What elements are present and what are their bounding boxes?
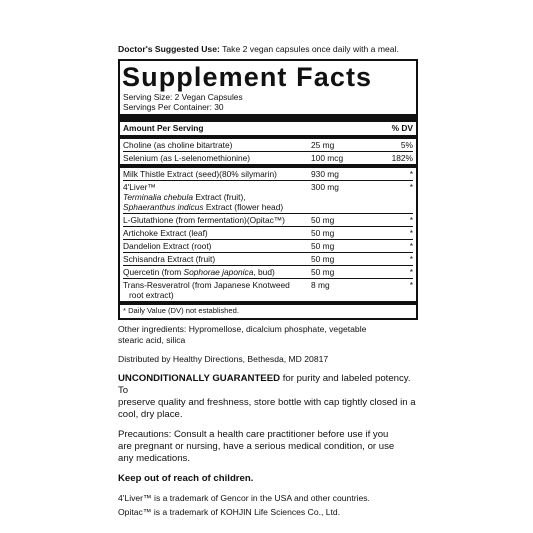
keep-out-warning: Keep out of reach of children. [118,473,254,484]
ingredient-name [123,280,307,300]
ingredient-name [123,267,307,277]
table-row [123,214,413,227]
ingredient-dv: * [409,267,413,277]
guarantee-line-2: preserve quality and freshness, store bottle with cap tightly closed in a [118,397,416,408]
header-dv: % DV [391,123,413,133]
table-row [123,168,413,181]
servings-per-container: Servings Per Container: 30 [123,102,224,112]
suggested-use [118,44,418,55]
ingredient-amount: 930 mg [311,169,339,179]
other-ingredients-line-1: Other ingredients: Hypromellose, dicalcium phosphate, vegetable [118,324,367,334]
precautions-line-3: any medications. [118,453,190,464]
nutrient-dv: 182% [391,153,413,163]
supplement-facts-panel [118,59,418,320]
ingredient-dv: * [409,182,413,192]
guarantee-rest: for purity and labeled potency. To [118,373,411,396]
suggested-use-label: Doctor's Suggested Use: [118,44,220,54]
resveratrol-line-1: Trans-Resveratrol (from Japanese Knotweed [123,280,290,290]
table-row [123,181,413,214]
table-row [123,253,413,266]
ingredient-amount: 50 mg [311,228,335,238]
ingredient-name [123,182,307,212]
liver-sub-2 [123,202,303,212]
ingredient-name: Schisandra Extract (fruit) [123,254,216,264]
dv-footnote: * Daily Value (DV) not established. [123,306,239,315]
ingredient-dv: * [409,228,413,238]
liver-sub-1-rest: Extract (fruit), [193,192,246,202]
ingredient-name: Artichoke Extract (leaf) [123,228,208,238]
quercetin-italic: Sophorae japonica [183,267,254,277]
precautions-line-2: are pregnant or nursing, have a serious medical condition, or use [118,441,395,452]
ingredient-dv: * [409,254,413,264]
ingredient-amount: 300 mg [311,182,339,192]
table-row [123,279,413,301]
nutrient-name: Selenium (as L-selenomethionine) [123,153,251,163]
table-row [123,152,413,164]
header-amount-per-serving: Amount Per Serving [123,123,204,133]
ingredient-name: Dandelion Extract (root) [123,241,212,251]
liver-sub-1 [123,192,303,202]
nutrient-dv: 5% [400,140,413,150]
supplement-label [118,44,418,518]
nutrient-amount: 25 mg [311,140,335,150]
trademark-line-2: Opitac™ is a trademark of KOHJIN Life Sciences Co., Ltd. [118,507,341,517]
ingredient-dv: * [409,169,413,179]
table-header [123,122,413,135]
liver-sub-1-italic: Terminalia chebula [123,192,193,202]
ingredient-amount: 50 mg [311,241,335,251]
nutrient-amount: 100 mcg [311,153,344,163]
resveratrol-line-2: root extract) [129,290,174,300]
table-row [123,266,413,279]
table-row [123,227,413,240]
liver-name: 4'Liver™ [123,182,156,192]
quercetin-post: , bud) [253,267,275,277]
ingredient-amount: 50 mg [311,215,335,225]
quercetin-pre: Quercetin (from [123,267,184,277]
ingredient-name: Milk Thistle Extract (seed)(80% silymarin) [123,169,277,179]
table-row [123,139,413,152]
other-ingredients-line-2: stearic acid, silica [118,335,186,345]
ingredient-dv: * [409,280,413,290]
ingredient-amount: 50 mg [311,254,335,264]
serving-size: Serving Size: 2 Vegan Capsules [123,92,243,102]
thick-divider [120,114,416,122]
ingredient-amount: 50 mg [311,267,335,277]
suggested-use-text: Take 2 vegan capsules once daily with a meal. [219,44,399,54]
liver-sub-2-italic: Sphaeranthus indicus [123,202,204,212]
ingredient-dv: * [409,215,413,225]
guarantee-line-3: cool, dry place. [118,409,183,420]
guarantee-line-1 [118,373,418,397]
precautions-line-1: Precautions: Consult a health care practitioner before use if you [118,429,389,440]
table-row [123,240,413,253]
ingredient-amount: 8 mg [311,280,330,290]
trademark-line-1: 4'Liver™ is a trademark of Gencor in the USA and other countries. [118,493,370,503]
ingredient-dv: * [409,241,413,251]
nutrient-name: Choline (as choline bitartrate) [123,140,233,150]
ingredient-name: L-Glutathione (from fermentation)(Opitac™) [123,215,285,225]
distributor: Distributed by Healthy Directions, Bethesda, MD 20817 [118,354,329,364]
guarantee-bold: UNCONDITIONALLY GUARANTEED [118,373,281,384]
panel-title: Supplement Facts [122,62,373,92]
liver-sub-2-rest: Extract (flower head) [203,202,284,212]
